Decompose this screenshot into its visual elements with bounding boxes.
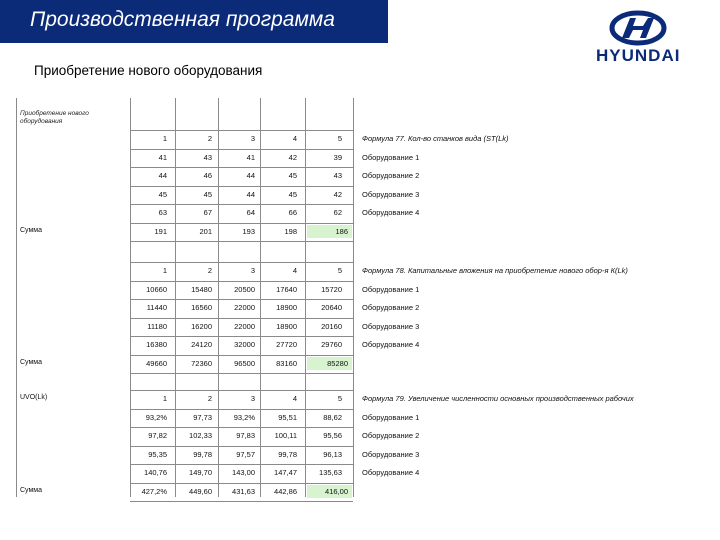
table-cell: 32000 — [234, 340, 255, 349]
table-cell: 45 — [288, 189, 297, 199]
sum-cell: 449,60 — [189, 486, 212, 496]
grid-hline — [130, 204, 353, 205]
grid-vline — [16, 98, 17, 497]
page-title: Производственная программа — [30, 8, 335, 31]
table-cell: 95,35 — [148, 449, 167, 459]
column-number: 1 — [162, 266, 167, 275]
table-cell: 97,57 — [236, 449, 255, 459]
table-cell: 149,70 — [189, 468, 212, 477]
table-cell: 140,76 — [144, 468, 167, 477]
sum-cell: 96500 — [234, 358, 255, 368]
table-cell: 64 — [246, 208, 255, 217]
grid-hline — [130, 446, 353, 447]
grid-hline — [130, 281, 353, 282]
column-number: 3 — [250, 394, 255, 403]
grid-vline — [353, 98, 354, 497]
sum-cell: 431,63 — [232, 486, 255, 496]
row-label: Оборудование 2 — [362, 431, 420, 440]
grid-hline — [130, 130, 353, 131]
sum-cell: 442,86 — [274, 486, 297, 496]
table-cell: 24120 — [191, 340, 212, 349]
table-cell: 45 — [288, 171, 297, 180]
table-cell: 18900 — [276, 303, 297, 312]
table-cell: 62 — [333, 208, 342, 217]
header — [0, 0, 720, 65]
grid-hline — [130, 409, 353, 410]
table-cell: 99,78 — [193, 449, 212, 459]
table-cell: 63 — [158, 208, 167, 217]
grid-hline — [130, 262, 353, 263]
table-cell: 97,73 — [193, 412, 212, 422]
row-label: Оборудование 4 — [362, 208, 420, 217]
table-cell: 22000 — [234, 321, 255, 331]
row-label: Оборудование 2 — [362, 303, 420, 312]
grid-hline — [130, 483, 353, 484]
table-cell: 42 — [288, 152, 297, 162]
sum-cell: 198 — [284, 226, 297, 236]
grid-hline — [130, 501, 353, 502]
table-cell: 18900 — [276, 321, 297, 331]
sum-label: Сумма — [20, 486, 42, 494]
table-cell: 93,2% — [145, 412, 167, 422]
row-label: Оборудование 4 — [362, 340, 420, 349]
sum-cell: 49660 — [146, 358, 167, 368]
table-cell: 11440 — [146, 303, 167, 312]
column-number: 5 — [337, 134, 342, 143]
table-cell: 20160 — [321, 321, 342, 331]
section-subtitle: Приобретение нового оборудования — [34, 63, 263, 78]
table-cell: 43 — [333, 171, 342, 180]
sum-cell: 186 — [307, 225, 352, 238]
table-cell: 45 — [158, 189, 167, 199]
formula-label: Формула 79. Увеличение численности основных производственных рабочих — [362, 394, 634, 403]
title-bar — [0, 0, 388, 43]
table-cell: 27720 — [276, 340, 297, 349]
table-cell: 100,11 — [274, 431, 297, 440]
table-cell: 97,82 — [148, 431, 167, 440]
table-cell: 16380 — [146, 340, 167, 349]
table-cell: 135,63 — [319, 468, 342, 477]
table-cell: 15480 — [191, 284, 212, 294]
table-cell: 16200 — [191, 321, 212, 331]
grid-hline — [130, 167, 353, 168]
column-number: 1 — [162, 134, 167, 143]
grid-hline — [130, 318, 353, 319]
table-cell: 43 — [203, 152, 212, 162]
grid-hline — [130, 149, 353, 150]
table-cell: 46 — [203, 171, 212, 180]
table-cell: 96,13 — [323, 449, 342, 459]
sum-cell: 85280 — [307, 357, 352, 370]
sum-cell: 193 — [242, 226, 255, 236]
table-cell: 42 — [333, 189, 342, 199]
formula-label: Формула 77. Кол-во станков вида (ST(Lk) — [362, 134, 509, 143]
table-cell: 44 — [158, 171, 167, 180]
table-cell: 88,62 — [323, 412, 342, 422]
table-corner-label: Приобретение нового оборудования — [20, 110, 89, 125]
column-number: 4 — [292, 394, 297, 403]
sum-cell: 191 — [154, 226, 167, 236]
table-cell: 45 — [203, 189, 212, 199]
table-cell: 93,2% — [233, 412, 255, 422]
table-cell: 22000 — [234, 303, 255, 312]
table-cell: 97,83 — [236, 431, 255, 440]
block-row-label: UVO(Lk) — [20, 394, 48, 401]
grid-hline — [130, 464, 353, 465]
table-cell: 41 — [158, 152, 167, 162]
column-number: 3 — [250, 134, 255, 143]
table-cell: 41 — [246, 152, 255, 162]
table-cell: 67 — [203, 208, 212, 217]
grid-hline — [130, 390, 353, 391]
table-cell: 16560 — [191, 303, 212, 312]
column-number: 5 — [337, 266, 342, 275]
grid-hline — [130, 427, 353, 428]
grid-hline — [130, 186, 353, 187]
column-number: 2 — [207, 134, 212, 143]
row-label: Оборудование 3 — [362, 449, 420, 459]
table-cell: 95,51 — [278, 412, 297, 422]
formula-label: Формула 78. Капитальные вложения на приобретение нового обор-я К(Lk) — [362, 266, 628, 275]
row-label: Оборудование 3 — [362, 321, 420, 331]
table-cell: 147,47 — [274, 468, 297, 477]
table-cell: 66 — [288, 208, 297, 217]
table-cell: 20500 — [234, 284, 255, 294]
row-label: Оборудование 1 — [362, 152, 420, 162]
table-cell: 39 — [333, 152, 342, 162]
table-cell: 99,78 — [278, 449, 297, 459]
sum-label: Сумма — [20, 358, 42, 366]
table-cell: 143,00 — [232, 468, 255, 477]
column-number: 4 — [292, 134, 297, 143]
row-label: Оборудование 4 — [362, 468, 420, 477]
column-number: 5 — [337, 394, 342, 403]
grid-hline — [130, 336, 353, 337]
table-cell: 44 — [246, 189, 255, 199]
column-number: 1 — [162, 394, 167, 403]
column-number: 2 — [207, 266, 212, 275]
table-cell: 20640 — [321, 303, 342, 312]
table-cell: 10660 — [146, 284, 167, 294]
grid-hline — [130, 373, 353, 374]
sum-cell: 72360 — [191, 358, 212, 368]
table-cell: 11180 — [147, 321, 167, 331]
sum-cell: 83160 — [276, 358, 297, 368]
grid-hline — [130, 223, 353, 224]
sum-cell: 201 — [199, 226, 212, 236]
grid-hline — [130, 241, 353, 242]
column-number: 3 — [250, 266, 255, 275]
row-label: Оборудование 3 — [362, 189, 420, 199]
table-cell: 95,56 — [323, 431, 342, 440]
table-cell: 15720 — [321, 284, 342, 294]
table-cell: 17640 — [276, 284, 297, 294]
table-cell: 102,33 — [189, 431, 212, 440]
grid-hline — [130, 355, 353, 356]
table-cell: 44 — [246, 171, 255, 180]
table-cell: 29760 — [321, 340, 342, 349]
row-label: Оборудование 1 — [362, 412, 420, 422]
grid-hline — [130, 299, 353, 300]
row-label: Оборудование 1 — [362, 284, 420, 294]
sum-cell: 416,00 — [307, 485, 352, 498]
row-label: Оборудование 2 — [362, 171, 420, 180]
sum-label: Сумма — [20, 226, 42, 234]
column-number: 2 — [207, 394, 212, 403]
sum-cell: 427,2% — [141, 486, 167, 496]
logo-wordmark: HYUNDAI — [596, 46, 681, 65]
column-number: 4 — [292, 266, 297, 275]
